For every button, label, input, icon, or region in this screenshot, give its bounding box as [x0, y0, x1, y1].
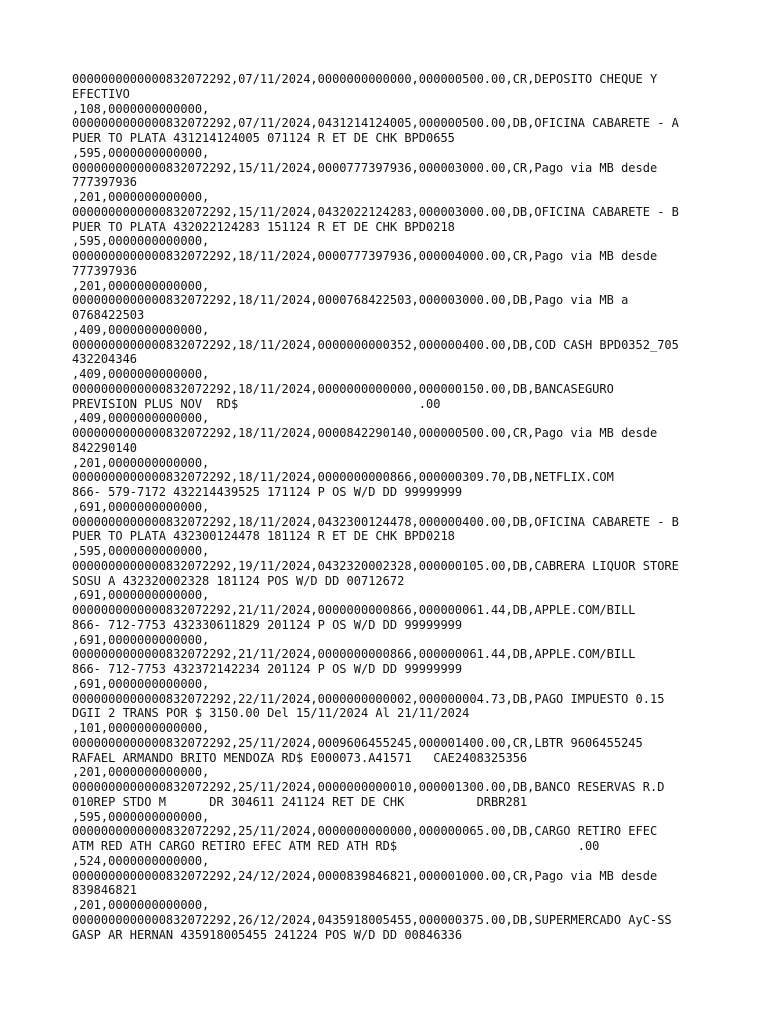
- statement-line: 866- 712-7753 432330611829 201124 P OS W/D DD 99999999: [72, 617, 463, 632]
- statement-line: ,201,0000000000000,: [72, 190, 210, 204]
- statement-line: PREVISION PLUS NOV RD$ .00: [72, 396, 441, 411]
- statement-line: 0000000000000832072292,19/11/2024,0432320002328,000000105.00,DB,CABRERA LIQUOR STORE: [72, 558, 679, 573]
- statement-line: 0000000000000832072292,18/11/2024,0000000000000,000000150.00,DB,BANCASEGURO: [72, 381, 614, 396]
- statement-line: DGII 2 TRANS POR $ 3150.00 Del 15/11/2024 Al 21/11/2024: [72, 706, 470, 721]
- statement-line: PUER TO PLATA 432300124478 181124 R ET DE CHK BPD0218: [72, 529, 455, 544]
- statement-line: 0000000000000832072292,15/11/2024,0000777397936,000003000.00,CR,Pago via MB desde: [72, 160, 658, 175]
- statement-line: 839846821: [72, 883, 138, 898]
- statement-line: 010REP STDO M DR 304611 241124 RET DE CHK DRBR281: [72, 794, 528, 809]
- statement-line: 0000000000000832072292,18/11/2024,0000842290140,000000500.00,CR,Pago via MB desde: [72, 426, 658, 440]
- statement-line: ,201,0000000000000,: [72, 765, 210, 780]
- statement-line: 0768422503: [72, 308, 145, 322]
- statement-line: 0000000000000832072292,18/11/2024,0000777397936,000004000.00,CR,Pago via MB desde: [72, 249, 658, 263]
- statement-line: 0000000000000832072292,25/11/2024,0000000000010,000001300.00,DB,BANCO RESERVAS R.D: [72, 780, 665, 794]
- statement-line: ,409,0000000000000,: [72, 411, 210, 426]
- statement-line: ,691,0000000000000,: [72, 588, 210, 603]
- statement-line: 0000000000000832072292,07/11/2024,0000000000000,000000500.00,CR,DEPOSITO CHEQUE Y: [72, 72, 658, 86]
- statement-line: ,201,0000000000000,: [72, 898, 210, 912]
- statement-line: 0000000000000832072292,15/11/2024,0432022124283,000003000.00,DB,OFICINA CABARETE - B: [72, 204, 679, 219]
- statement-line: 0000000000000832072292,21/11/2024,0000000000866,000000061.44,DB,APPLE.COM/BILL: [72, 647, 636, 662]
- statement-line: 0000000000000832072292,21/11/2024,0000000000866,000000061.44,DB,APPLE.COM/BILL: [72, 603, 636, 617]
- statement-line: ,691,0000000000000,: [72, 499, 210, 514]
- statement-line: 777397936: [72, 263, 138, 278]
- statement-line: 432204346: [72, 352, 138, 367]
- statement-line: 0000000000000832072292,18/11/2024,0000000000866,000000309.70,DB,NETFLIX.COM: [72, 470, 614, 485]
- statement-line: 0000000000000832072292,18/11/2024,0000768422503,000003000.00,DB,Pago via MB a: [72, 293, 629, 308]
- statement-line: EFECTIVO: [72, 86, 130, 101]
- statement-line: ,201,0000000000000,: [72, 455, 210, 470]
- statement-line: ,524,0000000000000,: [72, 853, 210, 868]
- statement-line: ,595,0000000000000,: [72, 809, 210, 824]
- statement-line: ,595,0000000000000,: [72, 234, 210, 249]
- statement-line: PUER TO PLATA 431214124005 071124 R ET DE CHK BPD0655: [72, 131, 455, 145]
- statement-line: ,108,0000000000000,: [72, 101, 210, 116]
- statement-line: ,691,0000000000000,: [72, 632, 210, 647]
- statement-line: ,101,0000000000000,: [72, 721, 210, 735]
- statement-line: 842290140: [72, 440, 138, 455]
- statement-line: GASP AR HERNAN 435918005455 241224 POS W/D DD 00846336: [72, 927, 463, 942]
- statement-line: ATM RED ATH CARGO RETIRO EFEC ATM RED ATH RD$ .00: [72, 839, 600, 853]
- statement-line: RAFAEL ARMANDO BRITO MENDOZA RD$ E000073.A41571 CAE2408325356: [72, 750, 528, 765]
- statement-line: ,409,0000000000000,: [72, 367, 210, 381]
- statement-line: ,595,0000000000000,: [72, 145, 210, 160]
- statement-line: 777397936: [72, 175, 138, 190]
- statement-line: 866- 712-7753 432372142234 201124 P OS W/D DD 99999999: [72, 662, 463, 676]
- statement-line: ,691,0000000000000,: [72, 676, 210, 691]
- statement-line: SOSU A 432320002328 181124 POS W/D DD 00712672: [72, 573, 405, 588]
- statement-line: 0000000000000832072292,22/11/2024,0000000000002,000000004.73,DB,PAGO IMPUESTO 0.15: [72, 691, 665, 706]
- statement-line: ,409,0000000000000,: [72, 322, 210, 337]
- statement-line: 0000000000000832072292,24/12/2024,0000839846821,000001000.00,CR,Pago via MB desde: [72, 868, 658, 883]
- statement-line: 0000000000000832072292,18/11/2024,0000000000352,000000400.00,DB,COD CASH BPD0352_705: [72, 337, 679, 352]
- statement-line: 0000000000000832072292,25/11/2024,0000000000000,000000065.00,DB,CARGO RETIRO EFEC: [72, 824, 658, 839]
- statement-line: 0000000000000832072292,25/11/2024,0009606455245,000001400.00,CR,LBTR 9606455245: [72, 735, 643, 750]
- statement-line: 0000000000000832072292,18/11/2024,0432300124478,000000400.00,DB,OFICINA CABARETE - B: [72, 514, 679, 529]
- statement-line: 0000000000000832072292,07/11/2024,0431214124005,000000500.00,DB,OFICINA CABARETE - A: [72, 116, 679, 131]
- statement-line: PUER TO PLATA 432022124283 151124 R ET DE CHK BPD0218: [72, 219, 455, 234]
- statement-line: 866- 579-7172 432214439525 171124 P OS W/D DD 99999999: [72, 485, 463, 499]
- statement-line: ,201,0000000000000,: [72, 278, 210, 293]
- statement-line: ,595,0000000000000,: [72, 544, 210, 558]
- statement-line: 0000000000000832072292,26/12/2024,0435918005455,000000375.00,DB,SUPERMERCADO AyC-SS: [72, 912, 672, 927]
- statement-text-block: [72, 72, 712, 942]
